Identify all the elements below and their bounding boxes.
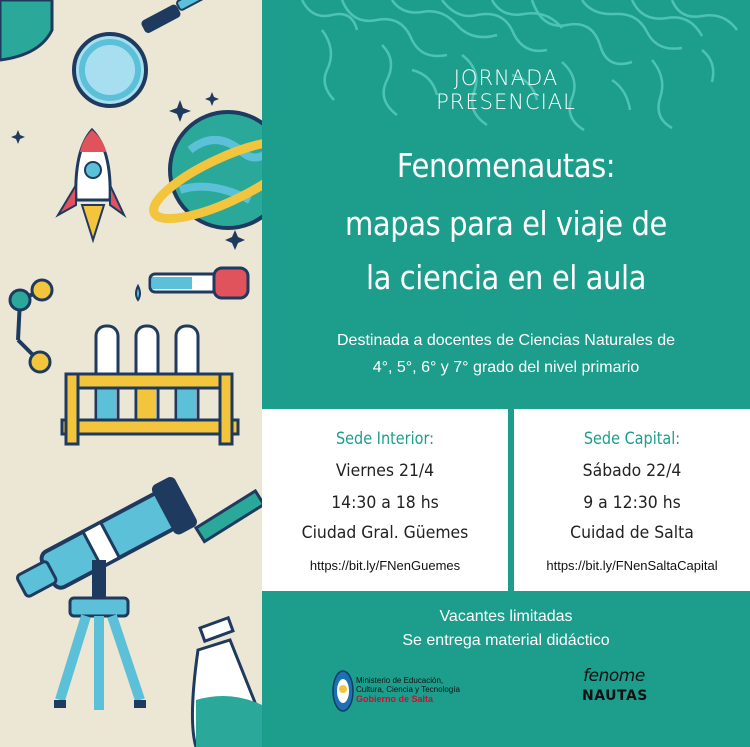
limited-spots-note: Vacantes limitadas [439,608,573,625]
event-title-line2: mapas para el viaje de [345,204,667,243]
venue-heading: Sede Capital: [583,429,681,449]
ministry-logo [332,669,532,715]
molecule-icon [10,280,52,372]
info-panel [262,0,750,747]
government-name: Gobierno de Salta [356,694,434,704]
event-type-line2: PRESENCIAL [436,90,576,114]
brand-logo-line1: fenome [583,666,645,686]
event-title-line3: la ciencia en el aula [366,258,646,297]
venue-place: Cuidad de Salta [570,523,694,543]
telescope-icon [9,475,200,710]
rocket-icon [58,130,124,240]
test-tube-rack-icon [62,326,238,444]
audience-line1: Destinada a docentes de Ciencias Naturales de [337,332,675,349]
venue-card-interior [262,409,508,591]
government-seal-icon [332,669,354,713]
science-illustration [0,0,262,747]
audience-line2: 4°, 5°, 6° y 7° grado del nivel primario [372,359,640,376]
planet-icon [145,112,262,233]
event-title-line1: Fenomenautas: [396,146,616,185]
venue-time: 9 a 12:30 hs [583,493,681,513]
brand-logo-line2: NAUTAS [582,688,648,704]
ministry-name-line2: Cultura, Ciencia y Tecnología [356,685,460,694]
fenomenautas-logo [582,666,646,716]
magnifying-glass-icon [74,0,225,106]
venue-heading: Sede Interior: [335,429,435,449]
venue-date: Viernes 21/4 [335,461,435,481]
materials-note: Se entrega material didáctico [402,632,610,649]
registration-link-interior[interactable]: https://bit.ly/FNenGuemes [309,558,461,573]
pencil-icon [196,491,262,542]
venue-date: Sábado 22/4 [582,461,682,481]
event-type-line1: JORNADA [453,66,559,90]
venue-cards [262,409,750,591]
flask-bottom-icon [192,618,262,747]
venue-card-capital [514,409,750,591]
ministry-name-line1: Ministerio de Educación, [356,676,444,685]
flask-corner-icon [0,0,52,60]
dropper-icon [136,268,248,300]
venue-place: Ciudad Gral. Güemes [301,523,469,543]
venue-time: 14:30 a 18 hs [331,493,439,513]
registration-link-capital[interactable]: https://bit.ly/FNenSaltaCapital [546,558,718,573]
